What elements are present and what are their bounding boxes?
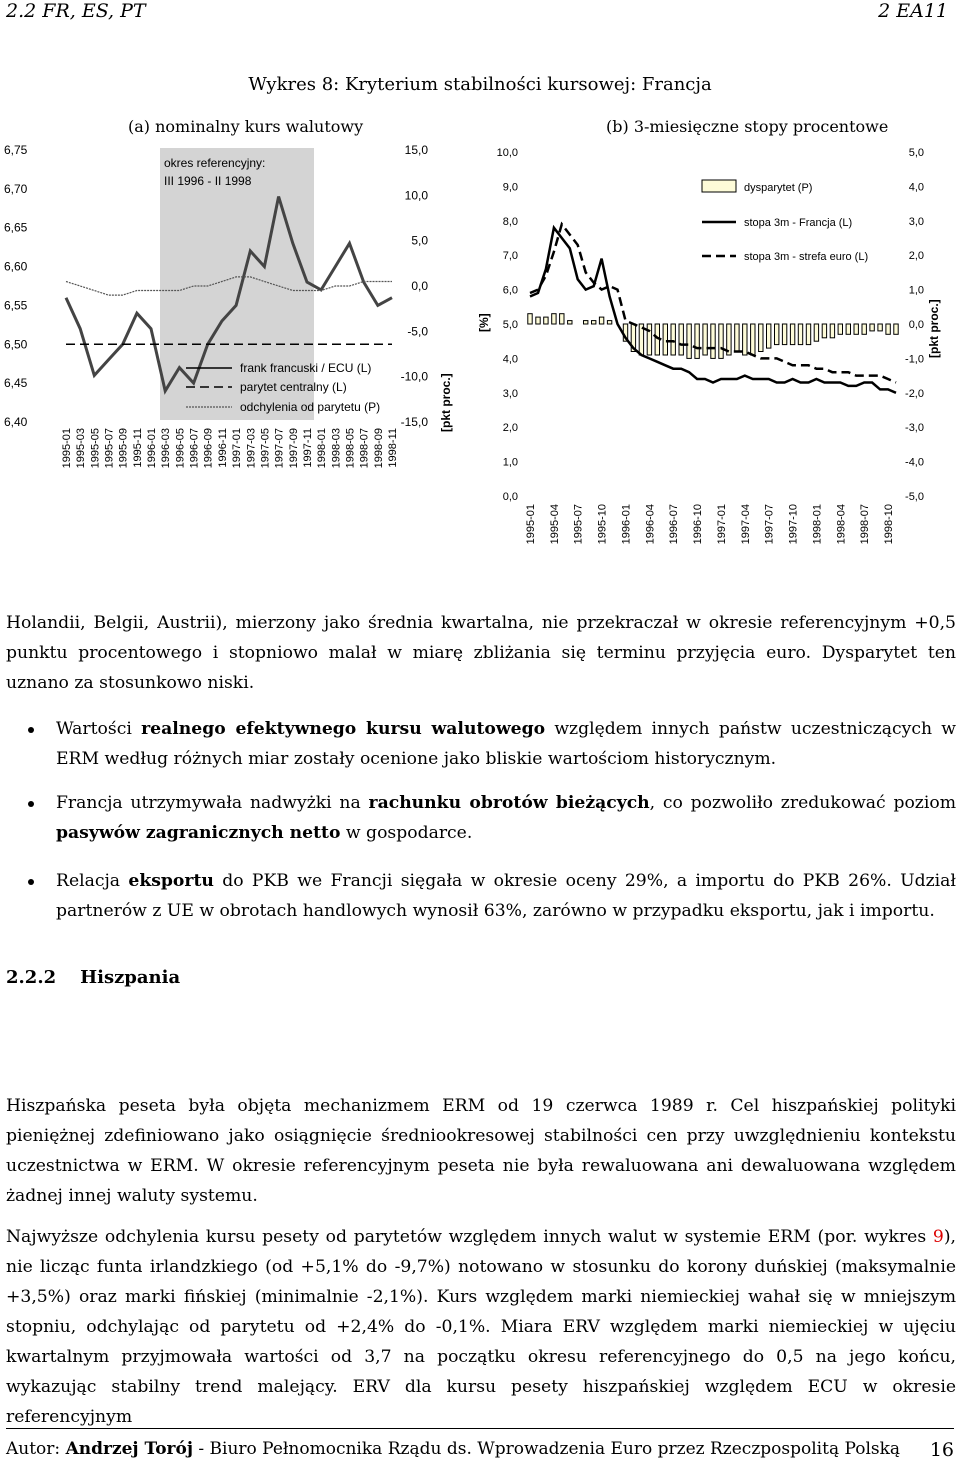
legend-deviation-label: odchylenia od parytetu (P) [240,400,381,414]
chart-a-x-tick: 1998-11 [387,428,399,468]
chart-b-x-tick: 1996-04 [644,504,657,545]
bullet-2-text-a: Francja utrzymywała nadwyżki na [56,793,369,813]
disparity-bar [775,324,779,345]
running-header [6,0,954,22]
paragraph-3 [6,1222,956,1432]
chart-b-legend [702,180,868,263]
legend-france-label: stopa 3m - Francja (L) [744,217,853,229]
legend-rate-label: frank francuski / ECU (L) [240,361,372,375]
disparity-bar [806,324,810,345]
footer-label: Autor: [6,1439,66,1459]
chart-a-x-tick: 1995-09 [117,428,130,469]
bullet-2-bold-b: pasywów zagranicznych netto [56,823,341,843]
bullet-trade [56,866,956,926]
bullet-3-text-b: do PKB we Francji sięgała w okresie oceny 29%, a importu do PKB 26%. Udział partnerów z UE w obrotach handlowych wynosił 63%, zarówno w przypadku eksportu, jak i importu. [56,871,956,921]
chart-b-right-tick: 1,0 [908,284,924,297]
section-number: 2.2.2 [6,967,57,988]
chart-b-right-tick: -1,0 [905,353,924,366]
paragraph-3-text-a: Najwyższe odchylenia kursu pesety od parytetów względem innych walut w systemie ERM (por. wykres [6,1227,933,1247]
chart-a-left-tick: 6,60 [4,259,28,274]
footer [6,1428,954,1459]
disparity-bar [671,324,675,355]
chart-a-left-tick: 6,70 [4,181,28,196]
disparity-bar [584,321,588,324]
chart-b-right-tick: -3,0 [905,422,924,435]
disparity-bar [536,317,540,324]
footer-author: Andrzej Torój [65,1439,193,1459]
chart-b-right-tick: 4,0 [908,181,924,194]
disparity-bar [552,314,556,324]
chart-a-subtitle: (a) nominalny kurs walutowy [128,117,364,136]
disparity-bar [679,324,683,355]
chart-a-x-tick: 1995-05 [89,428,102,469]
disparity-bar [687,324,691,358]
chart-b-x-tick: 1997-07 [763,504,776,545]
disparity-bar [878,324,882,331]
disparity-bar [751,324,755,355]
chart-a-x-tick: 1996-05 [174,428,187,469]
chart-a-right-tick: -10,0 [400,369,428,384]
disparity-bar [854,324,858,334]
chart-a-x-tick: 1995-07 [103,428,116,469]
disparity-bar [568,321,572,324]
chart-a-exchange-rate [0,140,480,490]
legend-eurozone-label: stopa 3m - strefa euro (L) [744,251,869,263]
chart-a-x-tick: 1995-01 [61,428,73,469]
paragraph-3-text-b: ), nie licząc funta irlandzkiego (od +5,1% do -9,7%) notowano w stosunku do korony duńskiej (maksymalnie +3,5%) oraz marki fińskiej (minimalnie -2,1%). Kurs względem marki niemieckiej wahał się w mniejszym stopniu, odchylając od parytetu od +2,4% do -0,1%. Miara ERV względem marki niemieckiej w ujęciu kwartalnym przyjmowała wartości od 3,7 na początku okresu referencyjnego do 0,5 na jego końcu, wykazując stabilny trend malejący. ERV dla kursu pesety hiszpańskiej względem ECU w okresie referencyjnym [6,1227,956,1427]
footer-affiliation: - Biuro Pełnomocnika Rządu ds. Wprowadzenia Euro przez Rzeczpospolitą Polską [192,1439,901,1459]
chart-b-x-tick: 1996-10 [692,504,705,545]
header-left: 2.2 FR, ES, PT [6,0,146,22]
chart-b-right-tick: -4,0 [905,456,924,469]
chart-b-left-tick: 6,0 [502,284,518,297]
disparity-bar [743,324,747,355]
chart-a-x-tick: 1996-03 [160,428,173,469]
disparity-bar [607,321,611,324]
chart-a-x-tick: 1998-09 [372,428,385,469]
chart-a-x-tick: 1996-11 [216,428,229,468]
chart-b-x-tick: 1996-01 [620,504,633,545]
chart-a-x-tick: 1996-07 [188,428,201,469]
chart-b-x-tick: 1998-04 [835,504,848,545]
chart-a-x-tick: 1997-11 [301,428,314,468]
bullet-1-text-a: Wartości [56,719,142,739]
chart-b-right-tick: 2,0 [908,250,924,263]
header-right: 2 EA11 [878,0,948,22]
chart-b-x-tick: 1998-10 [883,504,896,545]
chart-b-x-tick: 1995-04 [548,504,561,545]
chart-a-x-tick: 1996-01 [146,428,159,469]
disparity-bar [719,324,723,358]
ref-label-1: okres referencyjny: [164,156,266,170]
figure-title: Wykres 8: Kryterium stabilności kursowej: Francja [248,74,712,95]
disparity-bar [599,317,603,324]
bullet-reer [56,714,956,774]
chart-b-right-tick: -2,0 [905,387,924,400]
chart-b-left-tick: 5,0 [502,319,518,331]
chart-b-right-tick: 5,0 [908,147,924,159]
chart-b-x-tick: 1998-01 [811,504,824,545]
disparity-bar [711,324,715,358]
bullet-current-account [56,788,956,848]
chart-a-right-tick: -15,0 [400,415,428,429]
chart-b-right-tick: 3,0 [908,215,924,228]
chart-a-x-tick: 1995-11 [131,428,144,468]
disparity-bar [767,324,771,348]
chart-b-x-tick: 1997-01 [715,504,728,545]
chart-b-right-tick: 0,0 [908,319,924,331]
disparity-bar [647,324,651,355]
bullet-2-bold-a: rachunku obrotów bieżących [368,793,650,813]
chart-a-x-tick: 1997-09 [287,428,300,469]
paragraph-1: Holandii, Belgii, Austrii), mierzony jako średnia kwartalna, nie przekraczał w okresie referencyjnym +0,5 punktu procentowego i stopniowo malał w miarę zbliżania się terminu przyjęcia euro. Dysparytet ten uznano za stosunkowo niski. [6,613,956,693]
chart-a-x-tick: 1998-05 [344,428,357,469]
disparity-bar [790,324,794,345]
bullet-1-bold: realnego efektywnego kursu walutowego [141,719,546,739]
disparity-bar [663,324,667,355]
page-number: 16 [929,1439,954,1461]
chart-b-x-tick: 1997-10 [787,504,800,545]
disparity-bar [703,324,707,355]
chart-a-x-tick: 1998-07 [358,428,371,469]
chart-a-right-tick: 15,0 [404,143,428,157]
legend-disparity-label: dysparytet (P) [744,182,813,194]
chart-b-x-tick: 1995-10 [596,504,609,545]
disparity-bar [528,314,532,324]
chart-b-left-tick: 0,0 [502,491,518,503]
disparity-bar [838,324,842,334]
chart-b-left-tick: 1,0 [502,456,518,469]
bullet-dot [28,727,34,733]
disparity-bar [759,324,763,352]
legend-parity-label: parytet centralny (L) [240,380,347,394]
disparity-bar [862,324,866,334]
chart-a-x-tick: 1997-07 [273,428,286,469]
chart-a-left-tick: 6,65 [4,220,28,235]
chart-a-right-tick: -5,0 [407,324,428,339]
disparity-bar [870,324,874,331]
disparity-bar [782,324,786,345]
chart-a-x-tick: 1998-01 [316,428,329,469]
chart-b-left-tick: 7,0 [502,250,518,263]
chart-b-interest-rates [470,140,960,560]
bullet-2-text-b: , co pozwoliło zredukować poziom [649,793,956,813]
disparity-bar [822,324,826,338]
legend-swatch-disparity [702,180,736,192]
chart-b-x-tick: 1996-07 [668,504,681,545]
chart-a-left-tick: 6,45 [4,376,28,391]
chart-a-x-tick: 1997-03 [245,428,258,469]
paragraph-2: Hiszpańska peseta była objęta mechanizmem ERM od 19 czerwca 1989 r. Cel hiszpańskiej polityki pieniężnej zdefiniowano jako osiągnięcie średniookresowej stabilności cen przy uwzględnieniu kontekstu uczestnictwa w ERM. W okresie referencyjnym peseta nie była rewaluowana ani dewaluowana względem żadnej innej waluty systemu. [6,1096,956,1206]
chart-b-subtitle: (b) 3-miesięczne stopy procentowe [606,117,889,136]
chart-a-x-tick: 1997-05 [259,428,272,469]
chart-b-ylabel-left: [%] [477,313,491,332]
chart-b-x-tick: 1997-04 [739,504,752,545]
chart-a-left-tick: 6,75 [4,143,28,157]
disparity-bar [886,324,890,334]
disparity-bar [695,324,699,358]
chart-b-left-tick: 9,0 [502,181,518,194]
bullet-3-text-a: Relacja [56,871,129,891]
chart-b-x-tick: 1995-01 [525,504,537,545]
section-title: Hiszpania [80,967,181,988]
disparity-bar [560,314,564,324]
disparity-bar [544,317,548,324]
chart-a-right-tick: 0,0 [411,279,428,293]
chart-b-left-tick: 4,0 [502,353,518,366]
disparity-bar [798,324,802,345]
chart-a-right-tick: 10,0 [404,188,428,203]
chart-b-x-tick: 1995-07 [572,504,585,545]
chart-b-ylabel-right: [pkt proc.] [927,299,941,358]
bullet-2-text-c: w gospodarce. [340,823,473,843]
chart-a-right-tick: 5,0 [411,233,428,248]
chart-a-x-tick: 1995-03 [75,428,88,469]
disparity-bar [592,321,596,324]
chart-a-left-tick: 6,55 [4,298,28,313]
disparity-bar [846,324,850,334]
chart-a-x-tick: 1996-09 [202,428,215,469]
chart-a-x-tick: 1997-01 [231,428,244,469]
chart-b-left-tick: 8,0 [502,215,518,228]
chart-b-left-tick: 3,0 [502,387,518,400]
disparity-bar [830,324,834,338]
bullet-3-bold: eksportu [128,871,214,891]
section-heading [6,967,204,988]
disparity-bar [894,324,898,334]
chart-b-left-tick: 10,0 [496,147,518,159]
bullet-dot [28,801,34,807]
disparity-bar [735,324,739,352]
chart-b-x-tick: 1998-07 [859,504,872,545]
chart-a-x-tick: 1998-03 [330,428,343,469]
disparity-bar [814,324,818,341]
chart-a-left-tick: 6,50 [4,337,28,352]
ref-label-2: III 1996 - II 1998 [164,174,252,188]
bullet-1-text-b: względem innych państw uczestniczących w ERM według różnych miar zostały ocenione jako bliskie wartościom historycznym. [56,719,956,769]
chart-a-left-tick: 6,40 [4,415,28,429]
chart-b-right-tick: -5,0 [905,491,924,503]
figure-9-link[interactable]: 9 [932,1227,944,1247]
bullet-dot [28,879,34,885]
chart-a-ylabel-right: [pkt proc.] [439,373,453,432]
chart-b-left-tick: 2,0 [502,422,518,435]
